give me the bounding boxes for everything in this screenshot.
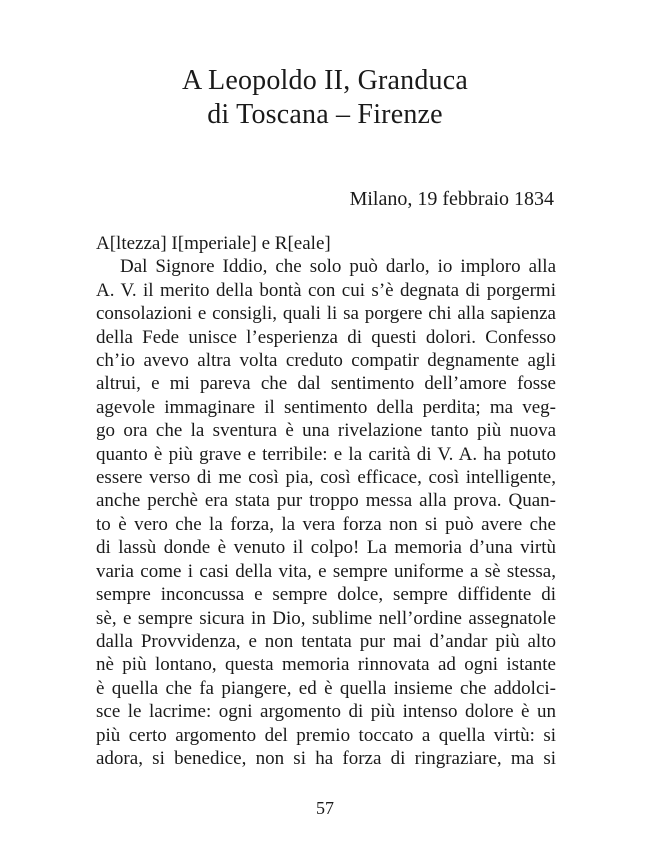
body-line: varia come i casi della vita, e sempre uniforme a sè stessa, (96, 560, 556, 582)
body-line: ch’io avevo altra volta creduto compatir degnamente agli (96, 350, 556, 372)
body-line: di lassù donde è venuto il colpo! La memoria d’una virtù (96, 537, 556, 559)
body-line: go ora che la sventura è una rivelazione tanto più nuova (96, 420, 556, 442)
body-line: to è vero che la forza, la vera forza non si può avere che (96, 513, 556, 535)
letter-title-line-2: di Toscana – Firenze (207, 99, 443, 130)
body-line: quanto è più grave e terribile: e la carità di V. A. ha potuto (96, 443, 556, 465)
body-line: essere verso di me così pia, così efficace, così intelligente, (96, 467, 556, 489)
body-line: consolazioni e consigli, quali li sa porgere chi alla sapienza (96, 303, 556, 325)
body-line: A. V. il merito della bontà con cui s’è degnata di porgermi (96, 279, 556, 301)
place-date: Milano, 19 febbraio 1834 (349, 188, 554, 210)
body-line: dalla Provvidenza, e non tentata pur mai d’andar più alto (96, 630, 556, 652)
letter-title-line-1: A Leopoldo II, Granduca (181, 65, 469, 96)
body-line: più certo argomento del premio toccato a quella virtù: si (96, 724, 556, 746)
body-line: è quella che fa piangere, ed è quella insieme che addolci- (96, 677, 556, 699)
body-line: della Fede unisce l’esperienza di questi dolori. Confesso (96, 326, 556, 348)
page-number: 57 (316, 798, 334, 818)
body-line: anche perchè era stata pur troppo messa alla prova. Quan- (96, 490, 556, 512)
body-line: sempre inconcussa e sempre dolce, sempre diffidente di (96, 584, 556, 606)
body-line: sè, e sempre sicura in Dio, sublime nell’ordine assegnatole (96, 607, 556, 629)
salutation: A[ltezza] I[mperiale] e R[eale] (96, 233, 331, 254)
body-line: agevole immaginare il sentimento della perdita; ma veg- (96, 396, 556, 418)
body-line: altrui, e mi pareva che dal sentimento dell’amore fosse (96, 373, 556, 395)
body-line: nè più lontano, questa memoria rinnovata ad ogni istante (96, 654, 556, 676)
body-line: adora, si benedice, non si ha forza di ringraziare, ma si (96, 747, 556, 769)
body-line: sce le lacrime: ogni argomento di più intenso dolore è un (96, 701, 556, 723)
letter-body (96, 232, 556, 770)
body-line: Dal Signore Iddio, che solo può darlo, io imploro alla (120, 256, 556, 278)
